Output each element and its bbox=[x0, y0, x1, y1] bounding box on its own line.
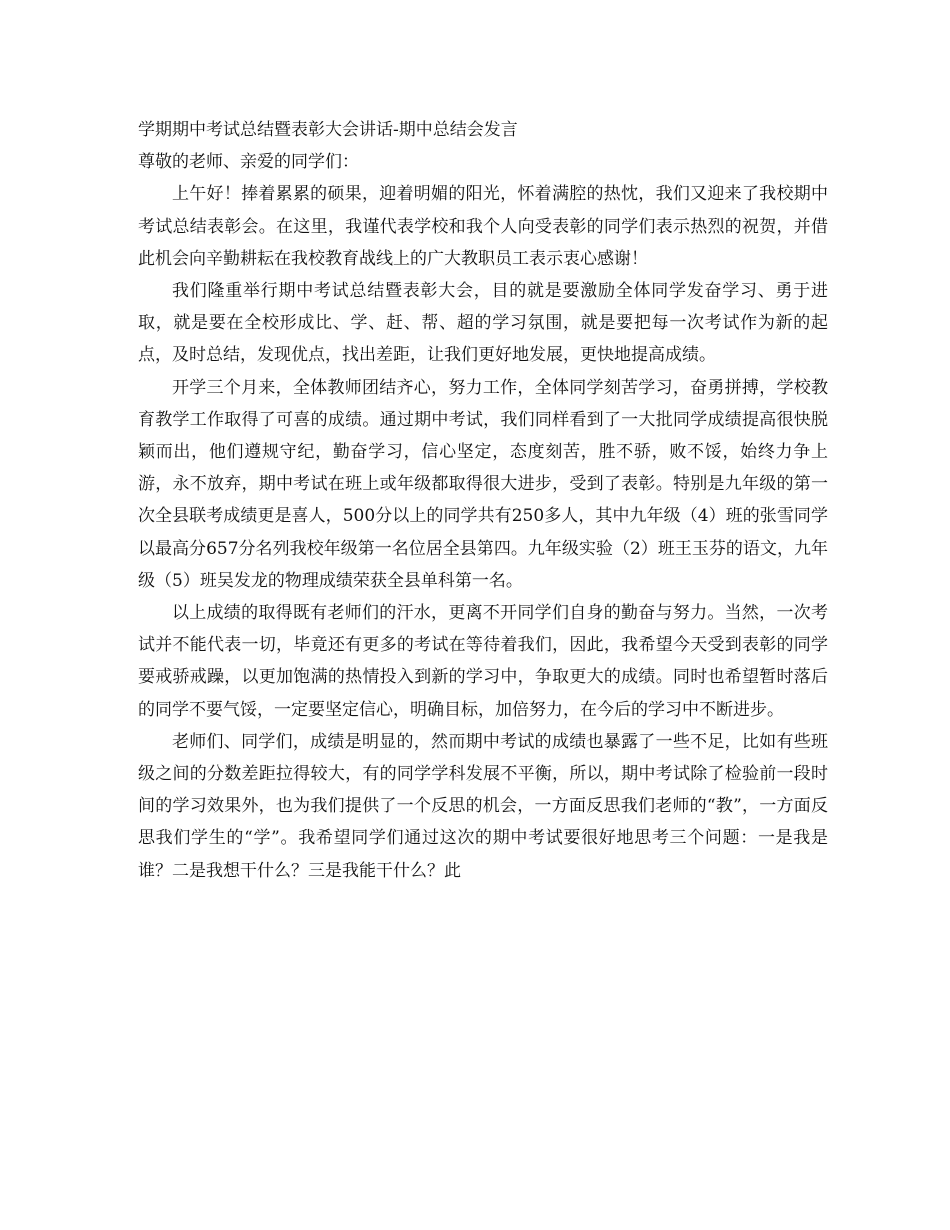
paragraph-purpose: 我们隆重举行期中考试总结暨表彰大会，目的就是要激励全体同学发奋学习、勇于进取，就是要在全校形成比、学、赶、帮、超的学习氛围，就是要把每一次考试作为新的起点，及时总结，发现优点，找出差距，让我们更好地发展，更快地提高成绩。 bbox=[138, 281, 828, 366]
paragraph-reflection: 老师们、同学们，成绩是明显的，然而期中考试的成绩也暴露了一些不足，比如有些班级之间的分数差距拉得较大，有的同学学科发展不平衡，所以，期中考试除了检验前一段时间的学习效果外，也为我们提供了一个反思的机会，一方面反思我们老师的“教”，一方面反思我们学生的“学”。我希望同学们通过这次的期中考试要很好地思考三个问题：一是我是谁？二是我想干什么？三是我能干什么？此 bbox=[138, 731, 828, 881]
paragraph-achievements: 开学三个月来，全体教师团结齐心，努力工作，全体同学刻苦学习，奋勇拼搏，学校教育教学工作取得了可喜的成绩。通过期中考试，我们同样看到了一大批同学成绩提高很快脱颖而出，他们遵规守纪，勤奋学习，信心坚定，态度刻苦，胜不骄，败不馁，始终力争上游，永不放弃，期中考试在班上或年级都取得很大进步，受到了表彰。特别是九年级的第一次全县联考成绩更是喜人，500分以上的同学共有250多人，其中九年级（4）班的张雪同学以最高分657分名列我校年级第一名位居全县第四。九年级实验（2）班王玉芬的语文，九年级（5）班吴发龙的物理成绩荣获全县单科第一名。 bbox=[138, 377, 828, 591]
paragraph-encouragement: 以上成绩的取得既有老师们的汗水，更离不开同学们自身的勤奋与努力。当然，一次考试并不能代表一切，毕竟还有更多的考试在等待着我们，因此，我希望今天受到表彰的同学要戒骄戒躁，以更加饱满的热情投入到新的学习中，争取更大的成绩。同时也希望暂时落后的同学不要气馁，一定要坚定信心，明确目标，加倍努力，在今后的学习中不断进步。 bbox=[138, 603, 828, 720]
document-title: 学期期中考试总结暨表彰大会讲话-期中总结会发言 bbox=[138, 120, 518, 140]
document-body bbox=[138, 114, 828, 887]
paragraph-greeting: 上午好！捧着累累的硕果，迎着明媚的阳光，怀着满腔的热忱，我们又迎来了我校期中考试总结表彰会。在这里，我谨代表学校和我个人向受表彰的同学们表示热烈的祝贺，并借此机会向辛勤耕耘在我校教育战线上的广大教职员工表示衷心感谢！ bbox=[138, 184, 828, 269]
salutation: 尊敬的老师、亲爱的同学们： bbox=[138, 152, 359, 173]
